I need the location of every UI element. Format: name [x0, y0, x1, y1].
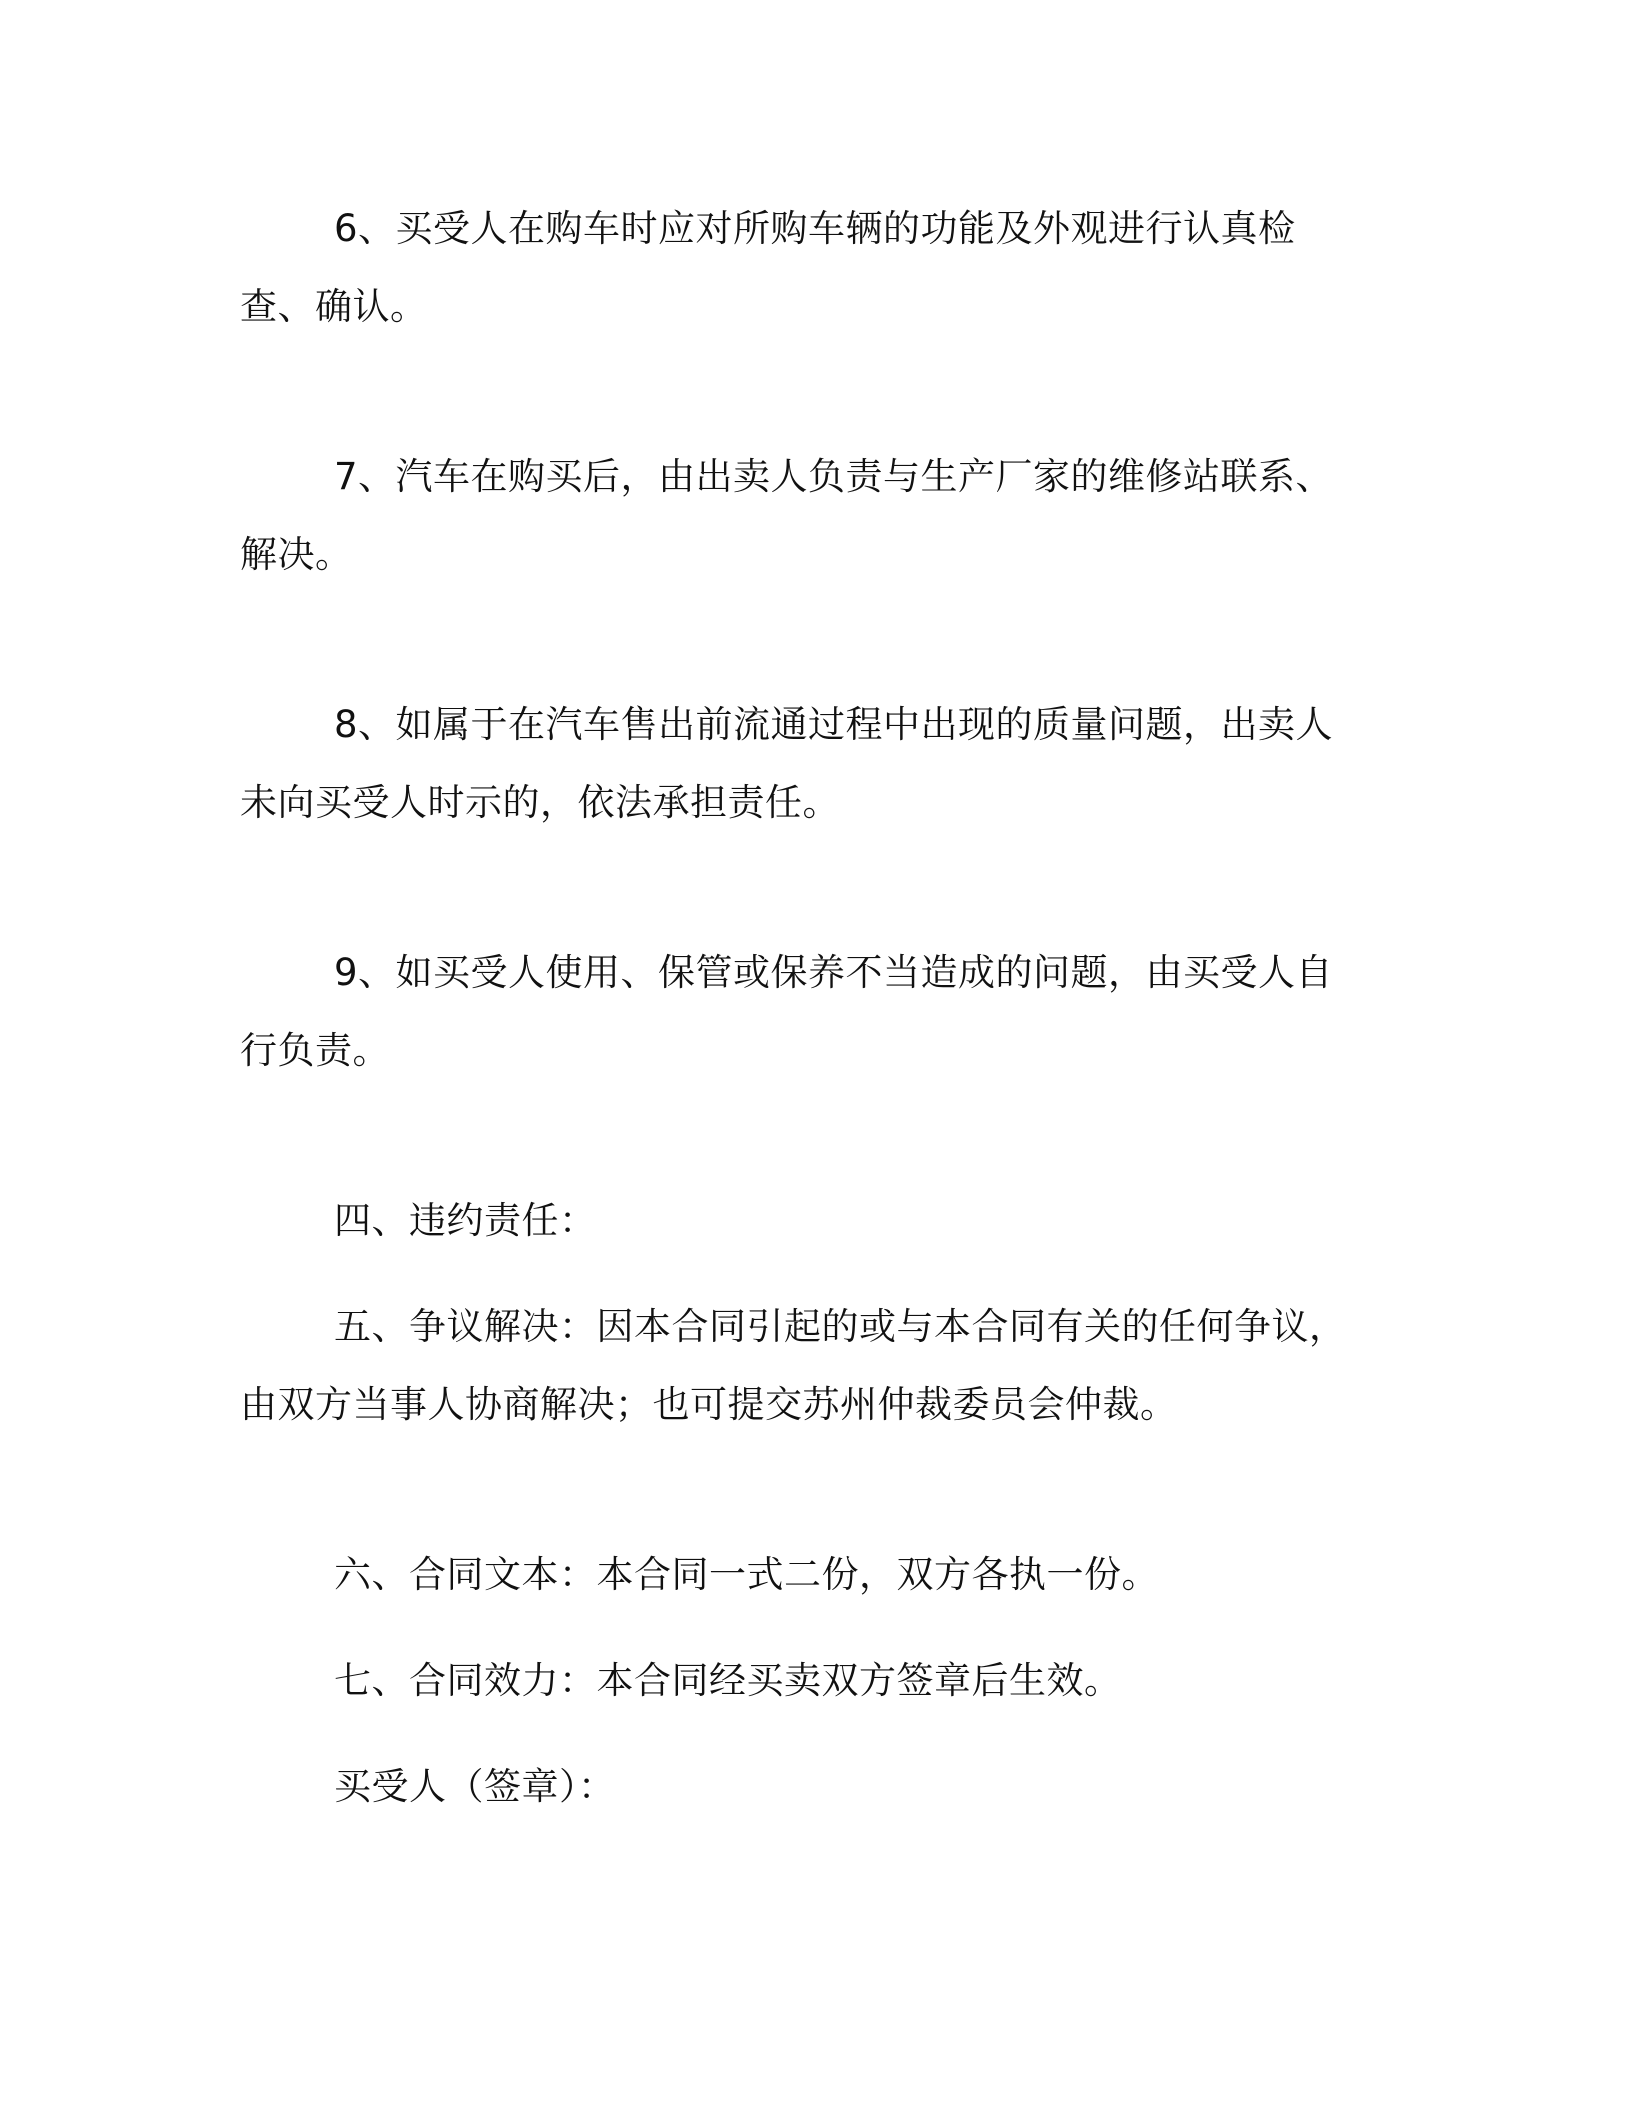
buyer-signature-label: 买受人（签章）： [334, 1765, 616, 1808]
document-body [240, 190, 1370, 1854]
section-contract-copies: 六、合同文本：本合同一式二份，双方各执一份。 [334, 1553, 1159, 1596]
clause-7: 7、汽车在购买后，由出卖人负责与生产厂家的维修站联系、解决。 [240, 455, 1334, 576]
section-breach-liability: 四、违约责任： [334, 1199, 597, 1242]
clause-8: 8、如属于在汽车售出前流通过程中出现的质量问题，出卖人未向买受人时示的，依法承担责任。 [240, 703, 1334, 824]
section-contract-validity: 七、合同效力：本合同经买卖双方签章后生效。 [334, 1659, 1122, 1702]
clause-9: 9、如买受人使用、保管或保养不当造成的问题，由买受人自行负责。 [240, 951, 1334, 1072]
section-dispute-resolution: 五、争议解决：因本合同引起的或与本合同有关的任何争议，由双方当事人协商解决；也可提交苏州仲裁委员会仲裁。 [240, 1305, 1347, 1426]
clause-6: 6、买受人在购车时应对所购车辆的功能及外观进行认真检查、确认。 [240, 207, 1296, 328]
